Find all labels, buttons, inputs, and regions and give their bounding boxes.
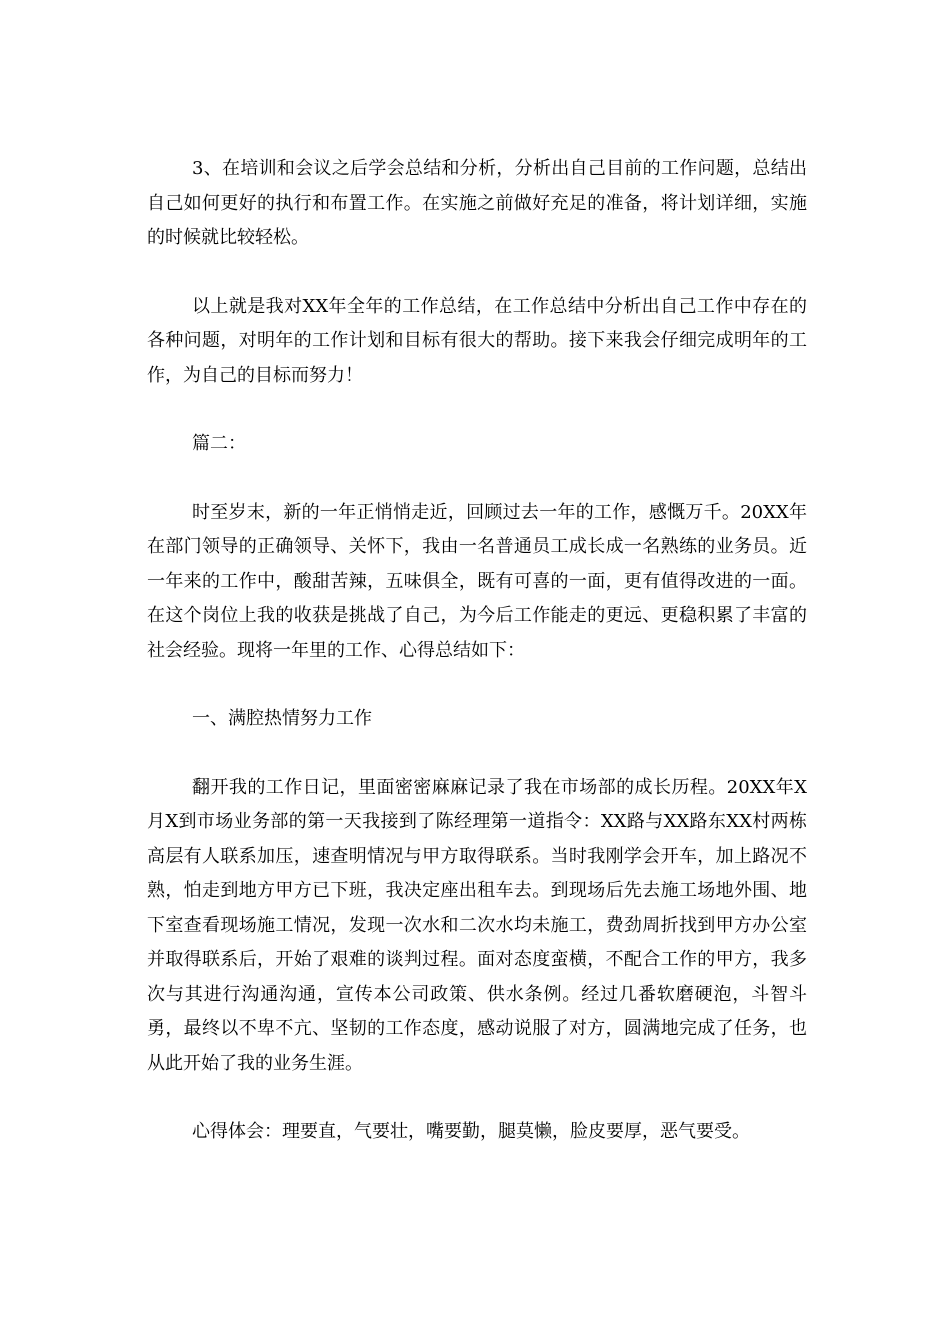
paragraph-year-end-intro: 时至岁末，新的一年正悄悄走近，回顾过去一年的工作，感慨万千。20XX年在部门领导的正确领导、关怀下，我由一名普通员工成长成一名熟练的业务员。近一年来的工作中，酸甜苦辣，五味俱全，既有可喜的一面，更有值得改进的一面。在这个岗位上我的收获是挑战了自己，为今后工作能走的更远、更稳积累了丰富的社会经验。现将一年里的工作、心得总结如下： xyxy=(147,501,807,661)
paragraph-year-summary: 以上就是我对XX年全年的工作总结，在工作总结中分析出自己工作中存在的各种问题，对明年的工作计划和目标有很大的帮助。接下来我会仔细完成明年的工作，为自己的目标而努力！ xyxy=(147,295,807,386)
paragraph-work-diary: 翻开我的工作日记，里面密密麻麻记录了我在市场部的成长历程。20XX年X月X到市场业务部的第一天我接到了陈经理第一道指令：XX路与XX路东XX村两栋高层有人联系加压，速查明情况与甲方取得联系。当时我刚学会开车，加上路况不熟，怕走到地方甲方已下班，我决定座出租车去。到现场后先去施工场地外围、地下室查看现场施工情况，发现一次水和二次水均未施工，费劲周折找到甲方办公室并取得联系后，开始了艰难的谈判过程。面对态度蛮横，不配合工作的甲方，我多次与其进行沟通沟通，宣传本公司政策、供水条例。经过几番软磨硬泡，斗智斗勇，最终以不卑不亢、坚韧的工作态度，感动说服了对方，圆满地完成了任务，也从此开始了我的业务生涯。 xyxy=(147,776,807,1074)
document-page xyxy=(147,152,807,1150)
section-heading-part-two: 篇二： xyxy=(192,433,246,454)
paragraph-training-summary: 3、在培训和会议之后学会总结和分析，分析出自己目前的工作问题，总结出自己如何更好的执行和布置工作。在实施之前做好充足的准备，将计划详细，实施的时候就比较轻松。 xyxy=(147,158,807,248)
paragraph-experience-note: 心得体会：理要直，气要壮，嘴要勤，腿莫懒，脸皮要厚，恶气要受。 xyxy=(192,1121,750,1142)
section-heading-enthusiasm: 一、满腔热情努力工作 xyxy=(192,708,372,729)
